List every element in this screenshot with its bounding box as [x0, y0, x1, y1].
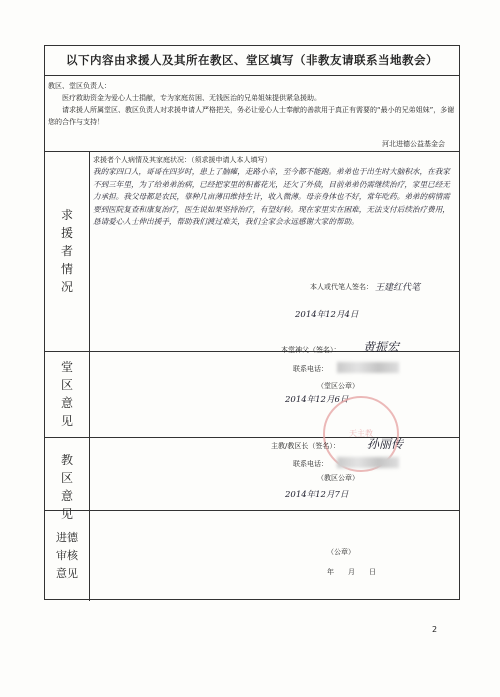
diocese-phone — [337, 457, 399, 468]
section-label-parish: 堂 区 意 见 — [60, 360, 73, 428]
diocese-seal-label: （教区公章） — [317, 474, 359, 482]
application-form — [44, 45, 460, 600]
section-label-jinde: 进德 审核 意见 — [56, 530, 78, 580]
case-description — [93, 154, 455, 228]
jinde-date: 年 月 日 — [327, 568, 376, 576]
case-text: 我的家四口人，哥哥在四岁时，患上了脑瘫，走路小幸，至今都不能跑。弟弟也于出生时大脑积水，在我家不到三年里，为了给弟弟治病，已经把家里的积蓄花光，还欠了外债，目前弟弟仍需继续治疗，家里已经无力承担。我父母都是农民，靠种几亩薄田维持生计，收入微薄。母亲身体也不好，常年吃药。弟弟的病情需要到医院复查和康复治疗，医生说如果坚持治疗，有望好转。现在家里实在困难，无法支付后续治疗费用，恳请爱心人士伸出援手，帮助我们渡过难关，我们全家会永远感谢大家的帮助。 — [93, 167, 450, 227]
case-header: 求援者个人病情及其家庭状况：（须求援申请人本人填写） — [93, 156, 272, 164]
jinde-seal-label: （公章） — [327, 548, 355, 556]
notice-greeting: 教区、堂区负责人： — [48, 82, 111, 90]
diocese-seal: 天主教 — [323, 396, 399, 472]
divider — [45, 510, 459, 511]
parish-phone — [337, 362, 399, 373]
notice-block — [48, 80, 456, 128]
notice-line-2: 请求援人所属堂区、教区负责人对求援申请人严格把关，务必让爱心人士奉献的善款用于真正有需要的“最小的兄弟姐妹”，多谢您的合作与支持！ — [48, 106, 455, 126]
notice-signer: 河北进德公益基金会 — [382, 140, 445, 148]
signature-label: 本人或代笔人签名： — [310, 283, 373, 291]
page-number: 2 — [432, 625, 438, 634]
bishop-label: 主教/教区长（签名）： — [271, 442, 340, 450]
bishop-signature: 孙丽传 — [367, 437, 404, 451]
divider — [45, 151, 459, 152]
priest-label: 本堂神父（签名）： — [281, 346, 341, 354]
section-label-applicant: 求 援 者 情 况 — [60, 208, 73, 294]
parish-date: 2014年12月6日 — [285, 395, 349, 405]
applicant-date: 2014年12月4日 — [295, 310, 359, 320]
form-title: 以下内容由求援人及其所在教区、堂区填写（非教友请联系当地教会） — [66, 53, 438, 67]
column-divider — [89, 151, 90, 601]
priest-signature: 黄振宏 — [363, 340, 400, 354]
diocese-date: 2014年12月7日 — [285, 490, 349, 500]
applicant-signature: 王建红代笔 — [375, 283, 421, 293]
parish-phone-label: 联系电话： — [293, 365, 328, 373]
section-label-diocese: 教 区 意 见 — [60, 453, 73, 521]
divider — [45, 75, 459, 76]
notice-line-1: 医疗救助资金为爱心人士捐献，专为家庭贫困、无钱医治的兄弟姐妹提供紧急援助。 — [62, 94, 321, 102]
parish-seal-label: （堂区公章） — [317, 382, 359, 390]
diocese-phone-label: 联系电话： — [293, 460, 328, 468]
